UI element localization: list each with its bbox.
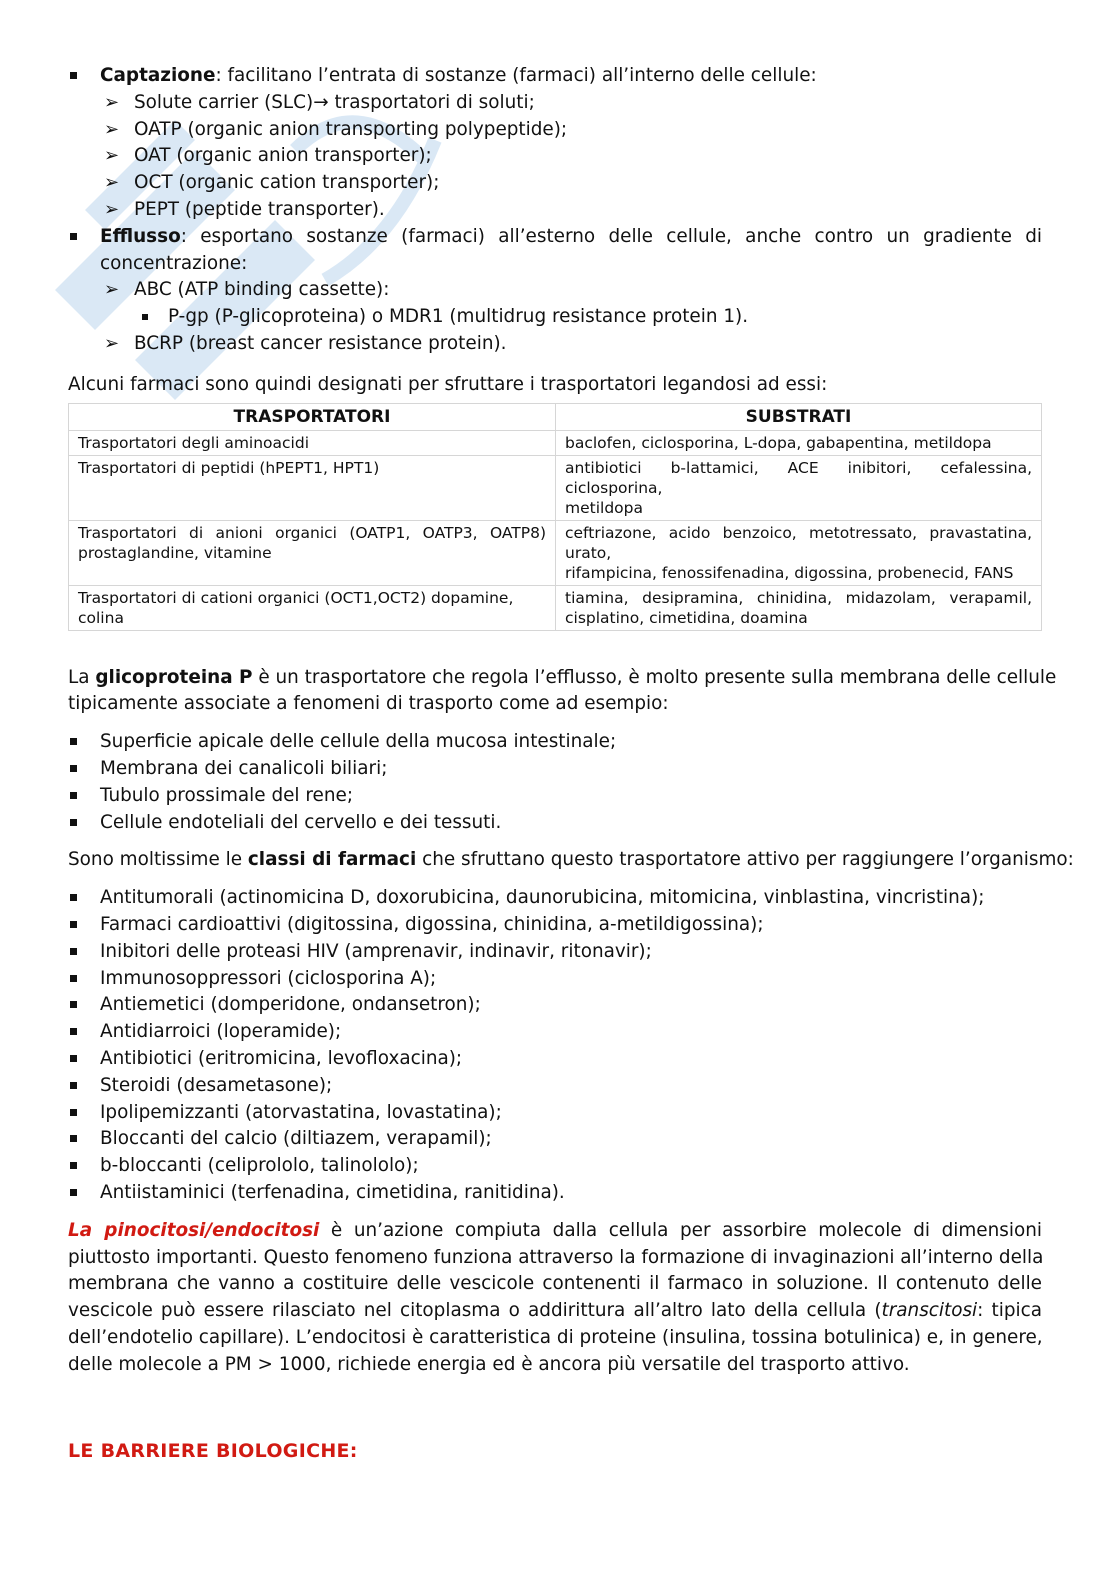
list-item-text: PEPT (peptide transporter). <box>134 198 385 220</box>
table-row <box>69 455 1042 520</box>
list-item-text: Ipolipemizzanti (atorvastatina, lovastatina); <box>100 1101 502 1123</box>
cell-text: Trasportatori di anioni organici (OATP1, OATP3, OATP8) <box>78 523 546 542</box>
cell-text: Trasportatori degli aminoacidi <box>78 433 310 452</box>
list-item <box>68 810 1042 837</box>
cell-text: rifampicina, fenossifenadina, digossina, probenecid, FANS <box>565 563 1014 582</box>
arrowhead-bullet-icon: ➢ <box>104 91 120 113</box>
pinocitosi-line <box>68 1218 1042 1245</box>
arrowhead-bullet-icon: ➢ <box>104 172 120 194</box>
list-item <box>68 1153 1042 1180</box>
list-item <box>68 170 1042 197</box>
pinocitosi-title: La pinocitosi/endocitosi <box>68 1219 320 1241</box>
glico-bold: glicoproteina P <box>95 666 253 688</box>
cell-text: ceftriazone, acido benzoico, metotressato, pravastatina, urato, <box>565 523 1032 562</box>
list-item <box>68 756 1042 783</box>
table-header: SUBSTRATI <box>556 403 1042 430</box>
efflusso-title: Efflusso <box>100 225 181 247</box>
cell-text: prostaglandine, vitamine <box>78 543 272 562</box>
classi-paragraph <box>68 847 1074 874</box>
list-item-text: ABC (ATP binding cassette): <box>134 279 390 301</box>
list-item-text: Steroidi (desametasone); <box>100 1074 333 1096</box>
pinocitosi-line <box>68 1298 1042 1325</box>
list-item-text: Bloccanti del calcio (diltiazem, verapamil); <box>100 1128 492 1150</box>
list-item <box>68 117 1042 144</box>
list-item <box>68 729 1042 756</box>
efflusso-text-cont: concentrazione: <box>100 252 248 274</box>
list-item-text: Antitumorali (actinomicina D, doxorubicina, daunorubicina, mitomicina, vinblastina, vincristina); <box>100 887 985 909</box>
arrowhead-bullet-icon: ➢ <box>104 332 120 354</box>
list-item-text: Antibiotici (eritromicina, levofloxacina); <box>100 1047 463 1069</box>
list-item-text: Superficie apicale delle cellule della mucosa intestinale; <box>100 731 617 753</box>
text: La <box>68 666 96 688</box>
efflusso-text: : esportano sostanze (farmaci) all’esterno delle cellule, anche contro un gradiente di <box>180 225 1042 247</box>
table-cell <box>69 430 556 455</box>
list-item <box>68 1046 1042 1073</box>
cell-text: antibiotici b-lattamici, ACE inibitori, cefalessina, ciclosporina, <box>565 458 1032 497</box>
list-item-text: BCRP (breast cancer resistance protein). <box>134 332 507 354</box>
list-item <box>68 143 1042 170</box>
right-arrow-icon: → <box>313 91 329 113</box>
list-item-text: Membrana dei canalicoli biliari; <box>100 757 388 779</box>
list-item-text: Farmaci cardioattivi (digitossina, digossina, chinidina, a-metildigossina); <box>100 913 764 935</box>
list-item-text: Inibitori delle proteasi HIV (amprenavir, indinavir, ritonavir); <box>100 940 652 962</box>
list-item-text: OAT (organic anion transporter); <box>134 145 432 167</box>
list-item <box>68 939 1042 966</box>
table-row <box>69 430 1042 455</box>
list-item-text: P-gp (P-glicoproteina) o MDR1 (multidrug resistance protein 1). <box>168 306 749 328</box>
list-item <box>68 90 1042 117</box>
list-item <box>68 1073 1042 1100</box>
cell-text: cisplatino, cimetidina, doamina <box>565 608 808 627</box>
text: vescicole può essere rilasciato nel citoplasma o addirittura all’altro lato della cellula ( <box>68 1300 882 1322</box>
captazione-text: : facilitano l’entrata di sostanze (farmaci) all’interno delle cellule: <box>215 65 817 86</box>
arrowhead-bullet-icon: ➢ <box>104 118 120 140</box>
glico-paragraph-line2: tipicamente associate a fenomeni di trasporto come ad esempio: <box>68 693 669 715</box>
list-item-text: Cellule endoteliali del cervello e dei tessuti. <box>100 811 502 833</box>
list-item-text: OCT (organic cation transporter); <box>134 172 440 194</box>
list-item-text: Solute carrier (SLC) <box>134 91 314 113</box>
list-item <box>68 1100 1042 1127</box>
list-item-text: b-bloccanti (celiprololo, talinololo); <box>100 1155 419 1177</box>
list-item-text: OATP (organic anion transporting polypeptide); <box>134 118 568 140</box>
list-item <box>68 1019 1042 1046</box>
document-page <box>68 63 1074 1465</box>
arrowhead-bullet-icon: ➢ <box>104 279 120 301</box>
list-item-text: Antidiarroici (loperamide); <box>100 1021 342 1043</box>
pinocitosi-line: piuttosto importanti. Questo fenomeno funziona attraverso la formazione di invaginazioni all’interno della <box>68 1246 1044 1268</box>
list-item <box>68 1180 1042 1207</box>
captazione-title: Captazione <box>100 65 216 86</box>
list-item <box>68 912 1042 939</box>
pinocitosi-line: membrana che vanno a costituire delle vescicole contenenti il farmaco in soluzione. Il contenuto delle <box>68 1273 1042 1295</box>
text: che sfruttano questo trasportatore attivo per raggiungere l’organismo: <box>416 849 1074 871</box>
list-item <box>68 885 1042 912</box>
table-cell <box>556 455 1042 520</box>
table-row <box>69 520 1042 585</box>
list-item <box>68 966 1042 993</box>
list-item-text: Tubulo prossimale del rene; <box>100 784 354 806</box>
table-cell <box>69 585 556 630</box>
list-item <box>68 783 1042 810</box>
table-cell <box>69 520 556 585</box>
arrowhead-bullet-icon: ➢ <box>104 198 120 220</box>
table-intro: Alcuni farmaci sono quindi designati per sfruttare i trasportatori legandosi ad essi: <box>68 373 828 395</box>
transporters-table <box>68 403 1042 631</box>
table-header: TRASPORTATORI <box>69 403 556 430</box>
list-item-text: Antiemetici (domperidone, ondansetron); <box>100 994 481 1016</box>
list-item <box>68 197 1042 224</box>
list-item <box>68 304 1042 331</box>
pinocitosi-line: delle molecole a PM > 1000, richiede energia ed è ancora più versatile del trasporto attivo. <box>68 1353 910 1375</box>
text: è un’azione compiuta dalla cellula per assorbire molecole di dimensioni <box>319 1219 1042 1241</box>
transcitosi-italic: transcitosi <box>881 1300 978 1322</box>
cell-text: tiamina, desipramina, chinidina, midazolam, verapamil, <box>565 588 1032 607</box>
pinocitosi-line: dell’endotelio capillare). L’endocitosi è caratteristica di proteine (insulina, tossina botulinica) e, in genere, <box>68 1326 1043 1348</box>
text: : tipica <box>977 1300 1042 1322</box>
section-heading: LE BARRIERE BIOLOGICHE: <box>68 1440 358 1463</box>
text: è un trasportatore che regola l’efflusso, è molto presente sulla membrana delle cellule <box>252 666 1057 688</box>
list-item <box>68 992 1042 1019</box>
bullet-captazione <box>68 63 1042 90</box>
glico-paragraph-line1 <box>68 665 1057 692</box>
table-row <box>69 585 1042 630</box>
table-header-row <box>69 403 1042 430</box>
list-item <box>68 1126 1042 1153</box>
list-item-text: trasportatori di soluti; <box>328 91 535 113</box>
list-item-text: Antiistaminici (terfenadina, cimetidina, ranitidina). <box>100 1181 565 1203</box>
cell-text: Trasportatori di cationi organici (OCT1,OCT2) dopamine, colina <box>78 588 514 627</box>
bullet-efflusso <box>68 224 1042 251</box>
cell-text: baclofen, ciclosporina, L-dopa, gabapentina, metildopa <box>565 433 992 452</box>
text: Sono moltissime le <box>68 849 248 871</box>
table-cell <box>556 430 1042 455</box>
classi-bold: classi di farmaci <box>247 849 417 871</box>
list-item <box>68 277 1042 304</box>
cell-text: metildopa <box>565 498 643 517</box>
table-cell <box>556 585 1042 630</box>
table-cell <box>69 455 556 520</box>
list-item-text: Immunosoppressori (ciclosporina A); <box>100 967 437 989</box>
table-cell <box>556 520 1042 585</box>
list-item <box>68 331 1042 358</box>
arrowhead-bullet-icon: ➢ <box>104 145 120 167</box>
cell-text: Trasportatori di peptidi (hPEPT1, HPT1) <box>78 458 380 477</box>
